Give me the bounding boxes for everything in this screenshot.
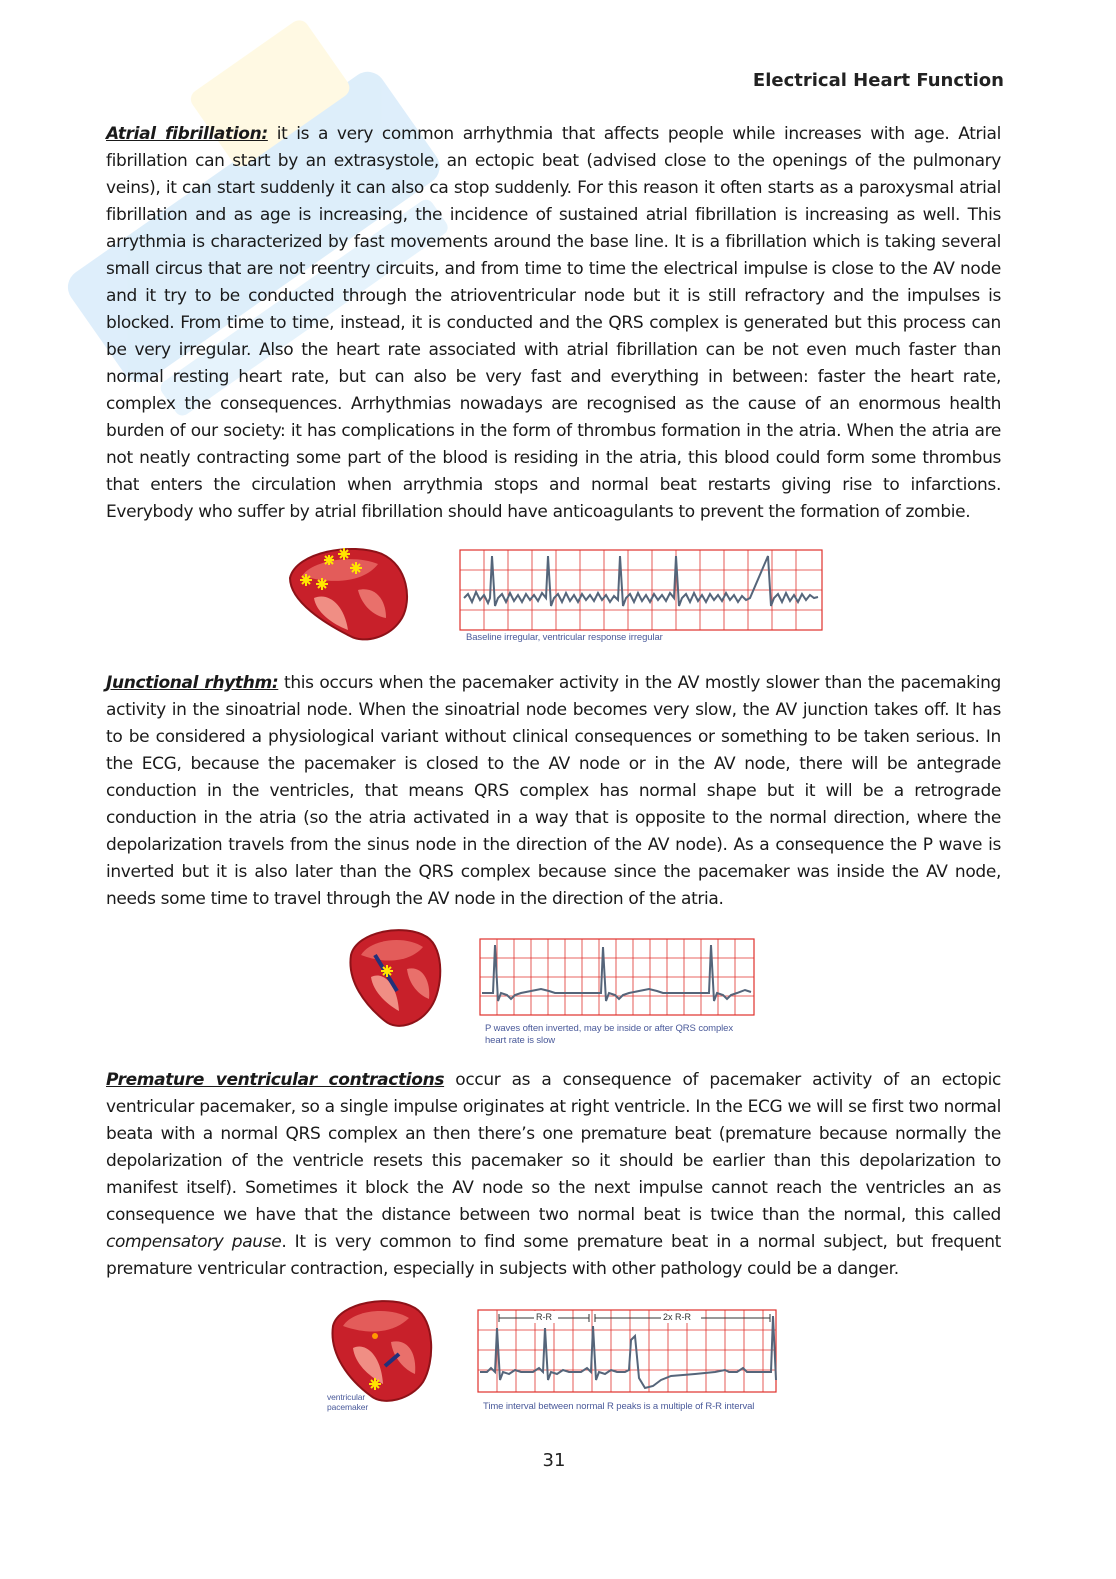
ecg-strip [478,1310,776,1392]
paragraph-junctional-rhythm [106,670,1001,913]
pacemaker-label-line2: pacemaker [327,1402,369,1412]
paragraph-atrial-fibrillation [106,121,1001,526]
figure-premature-ventricular-contractions [325,1296,785,1416]
figure-caption: Time interval between normal R peaks is a multiple of R-R interval [483,1401,755,1412]
heart-illustration [290,549,407,639]
emphasis-compensatory-pause: compensatory pause [106,1232,282,1252]
figure-caption: Baseline irregular, ventricular response irregular [466,632,663,643]
pvc-illustration [325,1296,785,1416]
term-premature-ventricular-contractions: Premature ventricular contractions [106,1070,445,1090]
ecg-strip [480,939,754,1015]
paragraph-premature-ventricular-contractions [106,1067,1001,1283]
page-number: 31 [542,1450,566,1471]
figure-caption-line2: heart rate is slow [485,1035,556,1046]
heart-illustration [350,930,440,1026]
heart-illustration [332,1301,431,1401]
term-atrial-fibrillation: Atrial fibrillation: [106,124,268,144]
running-header: Electrical Heart Function [752,70,1004,91]
paragraph-text: it is a very common arrhythmia that affects people while increases with age. Atrial fibrillation can start by an extrasystole, an ectopic beat (advised close to the openings of the pulmonary veins), it can start suddenly it can also ca stop suddenly. For this reason it often starts as a paroxysmal atrial fibrillation and as age is increasing, the incidence of sustained atrial fibrillation is increasing as well. This arrythmia is characterized by fast movements around the base line. It is a fibrillation which is taking several small circus that are not reentry circuits, and from time to time the electrical impulse is close to the AV node and it try to be conducted through the atrioventricular node but it is still refractory and the impulses is blocked. From time to time, instead, it is conducted and the QRS complex is generated but this process can be very irregular. Also the heart rate associated with atrial fibrillation can be not even much faster than normal resting heart rate, but can also be very fast and everything in between: faster the heart rate, complex the consequences. Arrhythmias nowadays are recognised as the cause of an enormous health burden of our society: it has complications in the form of thrombus formation in the atria. When the atria are not neatly contracting some part of the blood is residing in the atria, this blood could form some thrombus that enters the circulation when arrythmia stops and normal beat restarts giving rise to infarctions. Everybody who suffer by atrial fibrillation should have anticoagulants to prevent the formation of zombie. [106,124,1001,522]
term-junctional-rhythm: Junctional rhythm: [106,673,279,693]
rr-label: R-R [536,1312,552,1322]
ecg-strip [460,550,822,630]
paragraph-text: this occurs when the pacemaker activity in the AV mostly slower than the pacemaking activity in the sinoatrial node. When the sinoatrial node becomes very slow, the AV junction takes off. It has to be considered a physiological variant without clinical consequences or something to be taken serious. In the ECG, because the pacemaker is closed to the AV node or in the AV node, there will be antegrade conduction in the ventricles, that means QRS complex has normal shape but it will be a retrograde conduction in the atria (so the atria activated in a way that is opposite to the normal direction, where the depolarization travels from the sinus node in the direction of the AV node). As a consequence the P wave is inverted but it is also later than the QRS complex because since the pacemaker was inside the AV node, needs some time to travel through the AV node in the direction of the atria. [106,673,1002,909]
figure-atrial-fibrillation [282,540,827,652]
figure-junctional-rhythm [345,925,760,1050]
pacemaker-label-line1: ventricular [327,1392,366,1402]
figure-caption-line1: P waves often inverted, may be inside or after QRS complex [485,1023,734,1034]
paragraph-text: . It is very common to find some premature beat in a normal subject, but frequent premature ventricular contraction, especially in subjects with other pathology could be a danger. [106,1232,1001,1279]
two-rr-label: 2x R-R [663,1312,692,1322]
paragraph-text: occur as a consequence of pacemaker activity of an ectopic ventricular pacemaker, so a single impulse originates at right ventricle. In the ECG we will se first two normal beata with a normal QRS complex an then there’s one premature beat (premature because normally the depolarization of the ventricle resets this pacemaker so it should be earlier than this depolarization to manifest itself). Sometimes it block the AV node so the next impulse cannot reach the ventricles an as consequence we have that the distance between two normal beat is twice than the normal, this called [106,1070,1001,1225]
